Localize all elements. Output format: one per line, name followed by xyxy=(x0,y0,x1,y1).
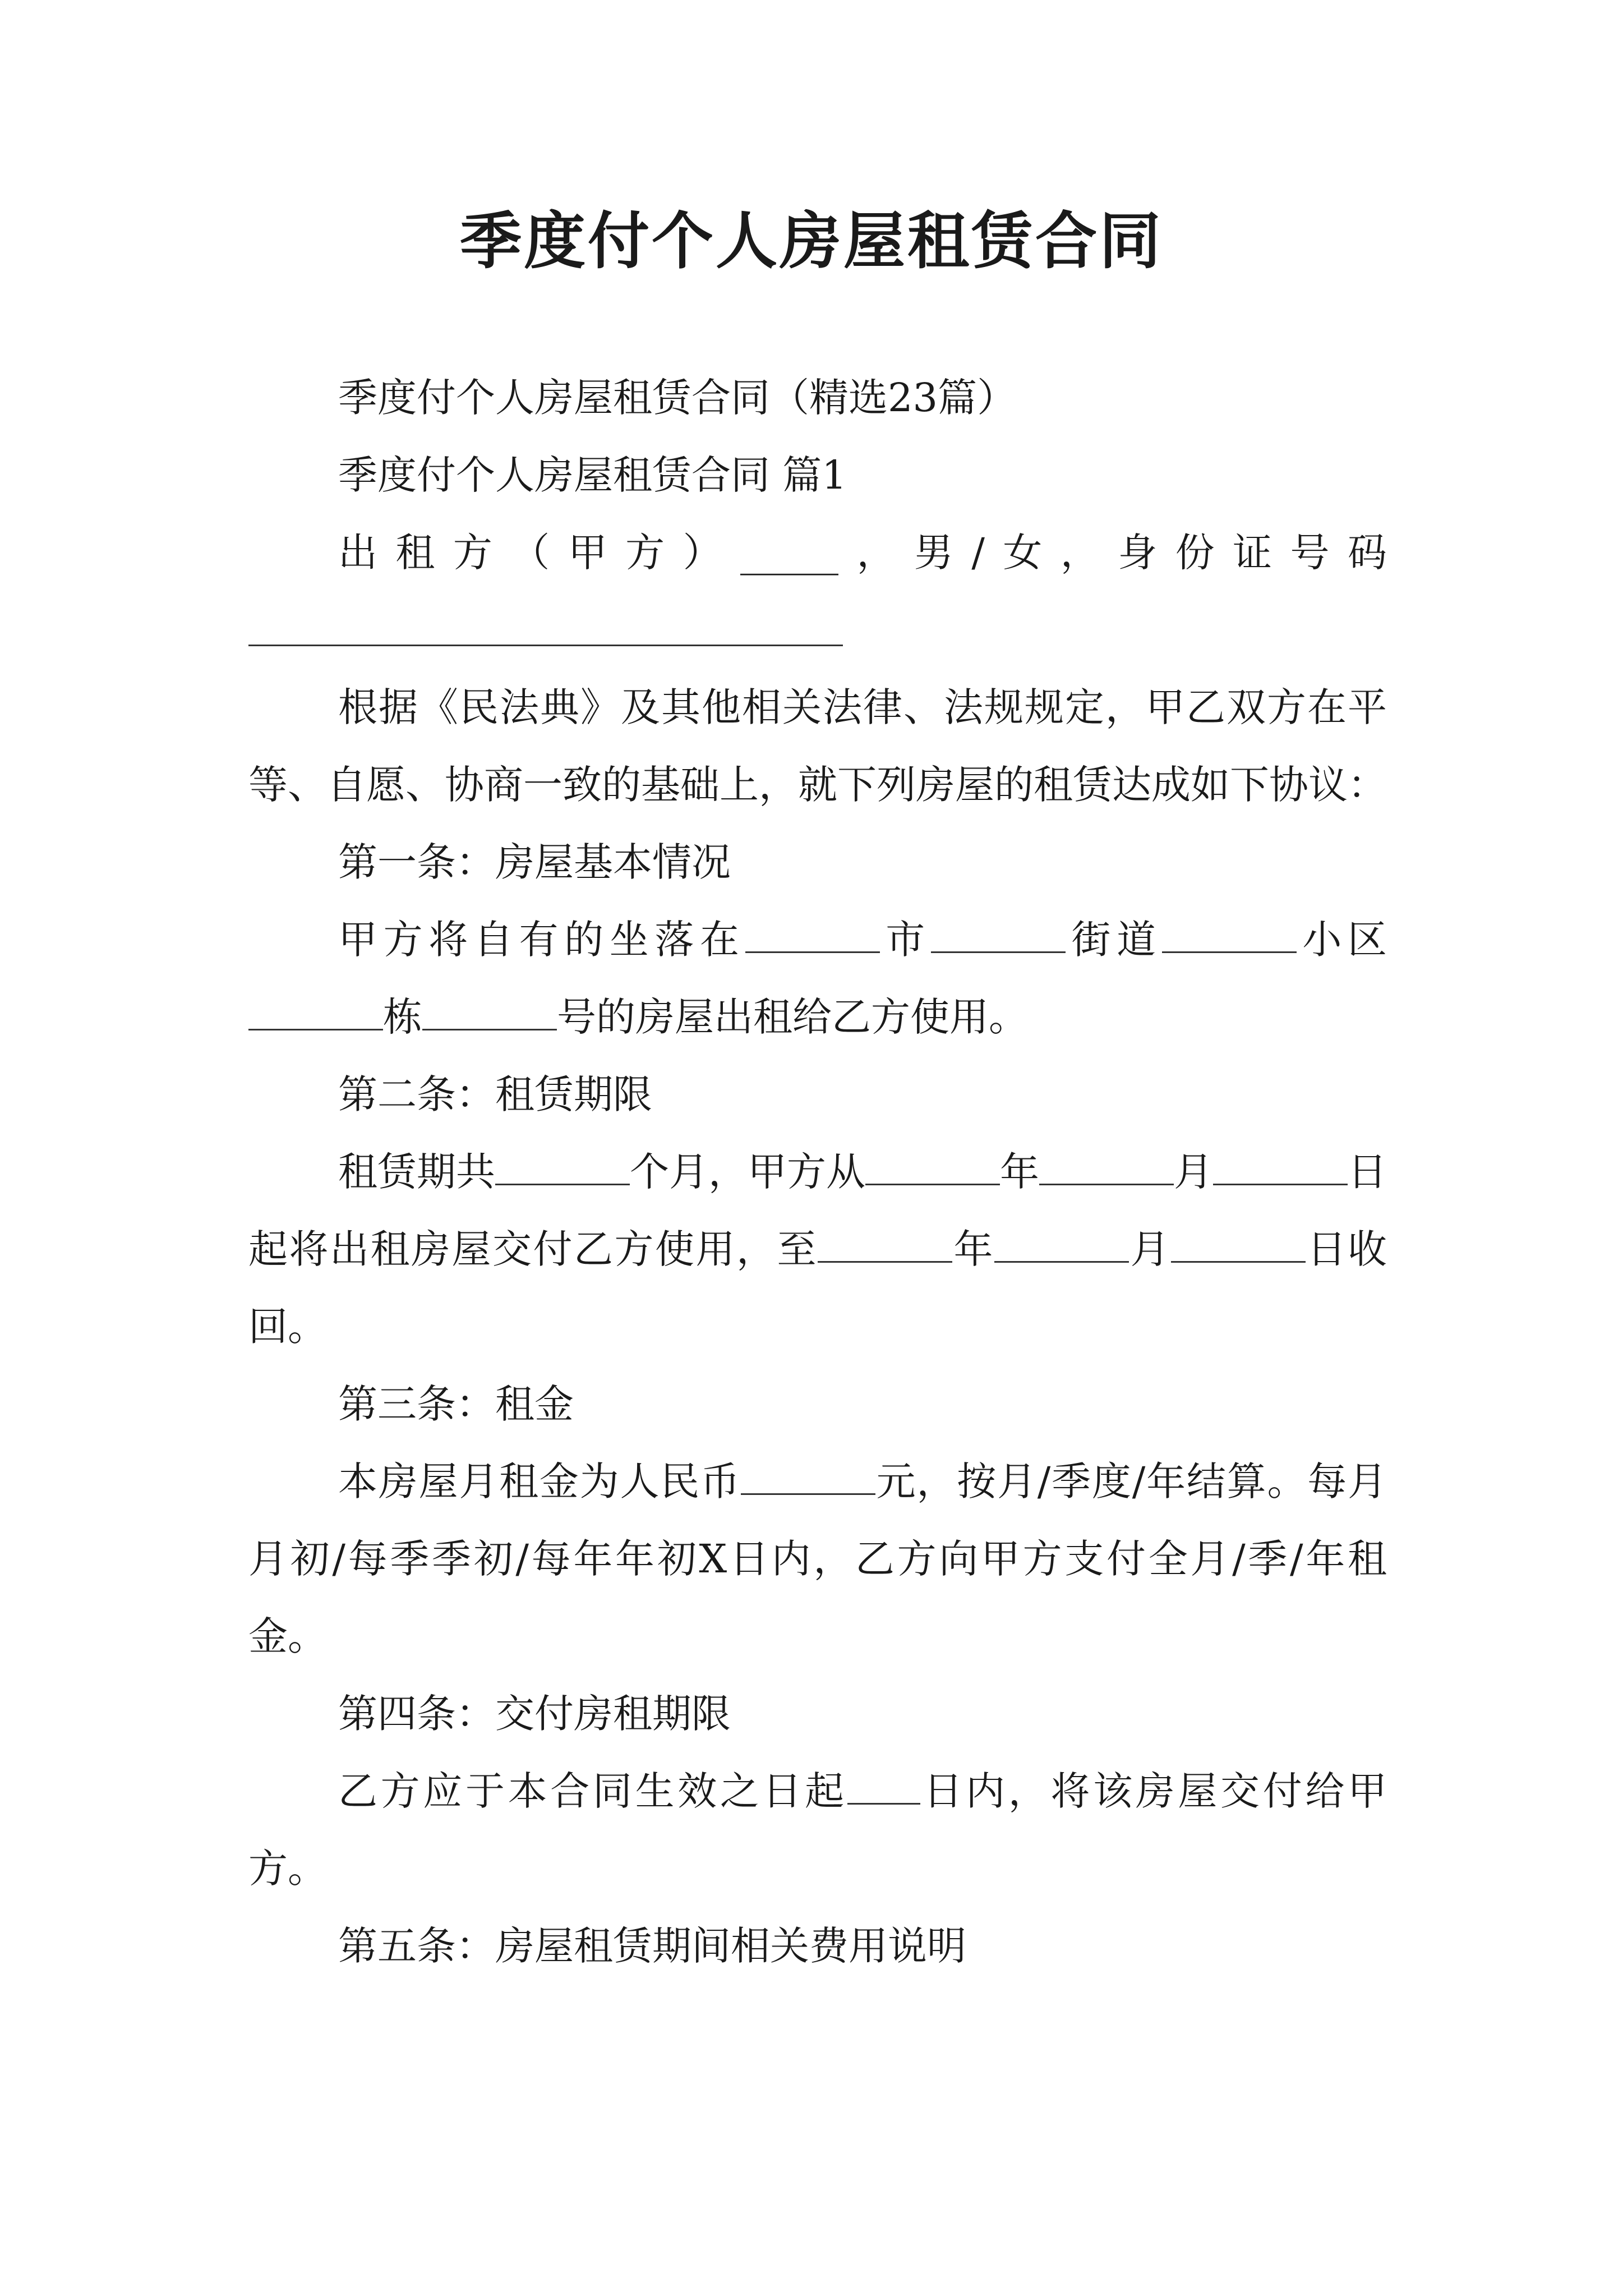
end-year-blank xyxy=(818,1227,952,1263)
months-blank xyxy=(495,1150,630,1185)
document-title: 季度付个人房屋租赁合同 xyxy=(460,205,1163,277)
building-blank xyxy=(248,995,383,1030)
article-1-text-part: 街道 xyxy=(1065,917,1162,963)
article-2-text-part: 个月，甲方从 xyxy=(630,1149,865,1195)
city-blank xyxy=(745,918,880,953)
article-3-text xyxy=(248,1443,1387,1675)
article-4-text xyxy=(248,1752,1387,1907)
article-4-text-part: 乙方应于本合同生效之日起 xyxy=(338,1768,847,1814)
start-year-blank xyxy=(865,1150,1000,1185)
article-1-text-part: 号的房屋出租给乙方使用。 xyxy=(557,994,1028,1040)
article-2-text xyxy=(248,1133,1387,1365)
section-heading: 季度付个人房屋租赁合同 篇1 xyxy=(338,452,847,498)
lessor-line: 出租方（甲方）_____，男/女，身份证号码 xyxy=(338,530,1387,576)
article-1-text-part: 市 xyxy=(879,917,931,963)
article-4-title: 第四条：交付房租期限 xyxy=(338,1691,731,1737)
document-body xyxy=(248,359,1387,1985)
article-1-text-part: 小区 xyxy=(1296,917,1387,963)
street-blank xyxy=(931,918,1066,953)
rent-amount-blank xyxy=(741,1460,875,1495)
article-1-text xyxy=(248,901,1387,1056)
document-subtitle: 季度付个人房屋租赁合同（精选23篇） xyxy=(338,375,1017,421)
start-month-blank xyxy=(1039,1150,1174,1185)
article-2-text-part: 年 xyxy=(952,1226,994,1272)
article-2-text-part: 日收回。 xyxy=(248,1226,1387,1350)
article-2-text-part: 月 xyxy=(1129,1226,1171,1272)
end-day-blank xyxy=(1171,1227,1306,1263)
article-5-title: 第五条：房屋租赁期间相关费用说明 xyxy=(338,1923,966,1969)
article-2-text-part: 日起将出租房屋交付乙方使用，至 xyxy=(248,1149,1387,1272)
article-2-title: 第二条：租赁期限 xyxy=(338,1071,652,1117)
days-blank xyxy=(847,1769,920,1805)
article-2-text-part: 租赁期共 xyxy=(338,1149,495,1195)
article-1-text-part: 甲方将自有的坐落在 xyxy=(338,917,745,963)
article-2-text-part: 月 xyxy=(1174,1149,1213,1195)
article-3-title: 第三条：租金 xyxy=(338,1381,574,1427)
intro-paragraph: 根据《民法典》及其他相关法律、法规规定，甲乙双方在平等、自愿、协商一致的基础上，就下列房屋的租赁达成如下协议： xyxy=(248,684,1387,808)
end-month-blank xyxy=(994,1227,1129,1263)
start-day-blank xyxy=(1213,1150,1348,1185)
unit-number-blank xyxy=(422,995,557,1030)
article-2-text-part: 年 xyxy=(1000,1149,1039,1195)
article-1-text-part: 栋 xyxy=(383,994,422,1040)
article-3-text-part: 元，按月/季度/年结算。每月月初/每季季初/每年年初X日内，乙方向甲方支付全月/季/年租金。 xyxy=(248,1458,1387,1659)
community-blank xyxy=(1162,918,1297,953)
article-4-text-part: 日内，将该房屋交付给甲方。 xyxy=(248,1768,1387,1892)
article-3-text-part: 本房屋月租金为人民币 xyxy=(338,1458,741,1504)
article-1-title: 第一条：房屋基本情况 xyxy=(338,839,731,885)
